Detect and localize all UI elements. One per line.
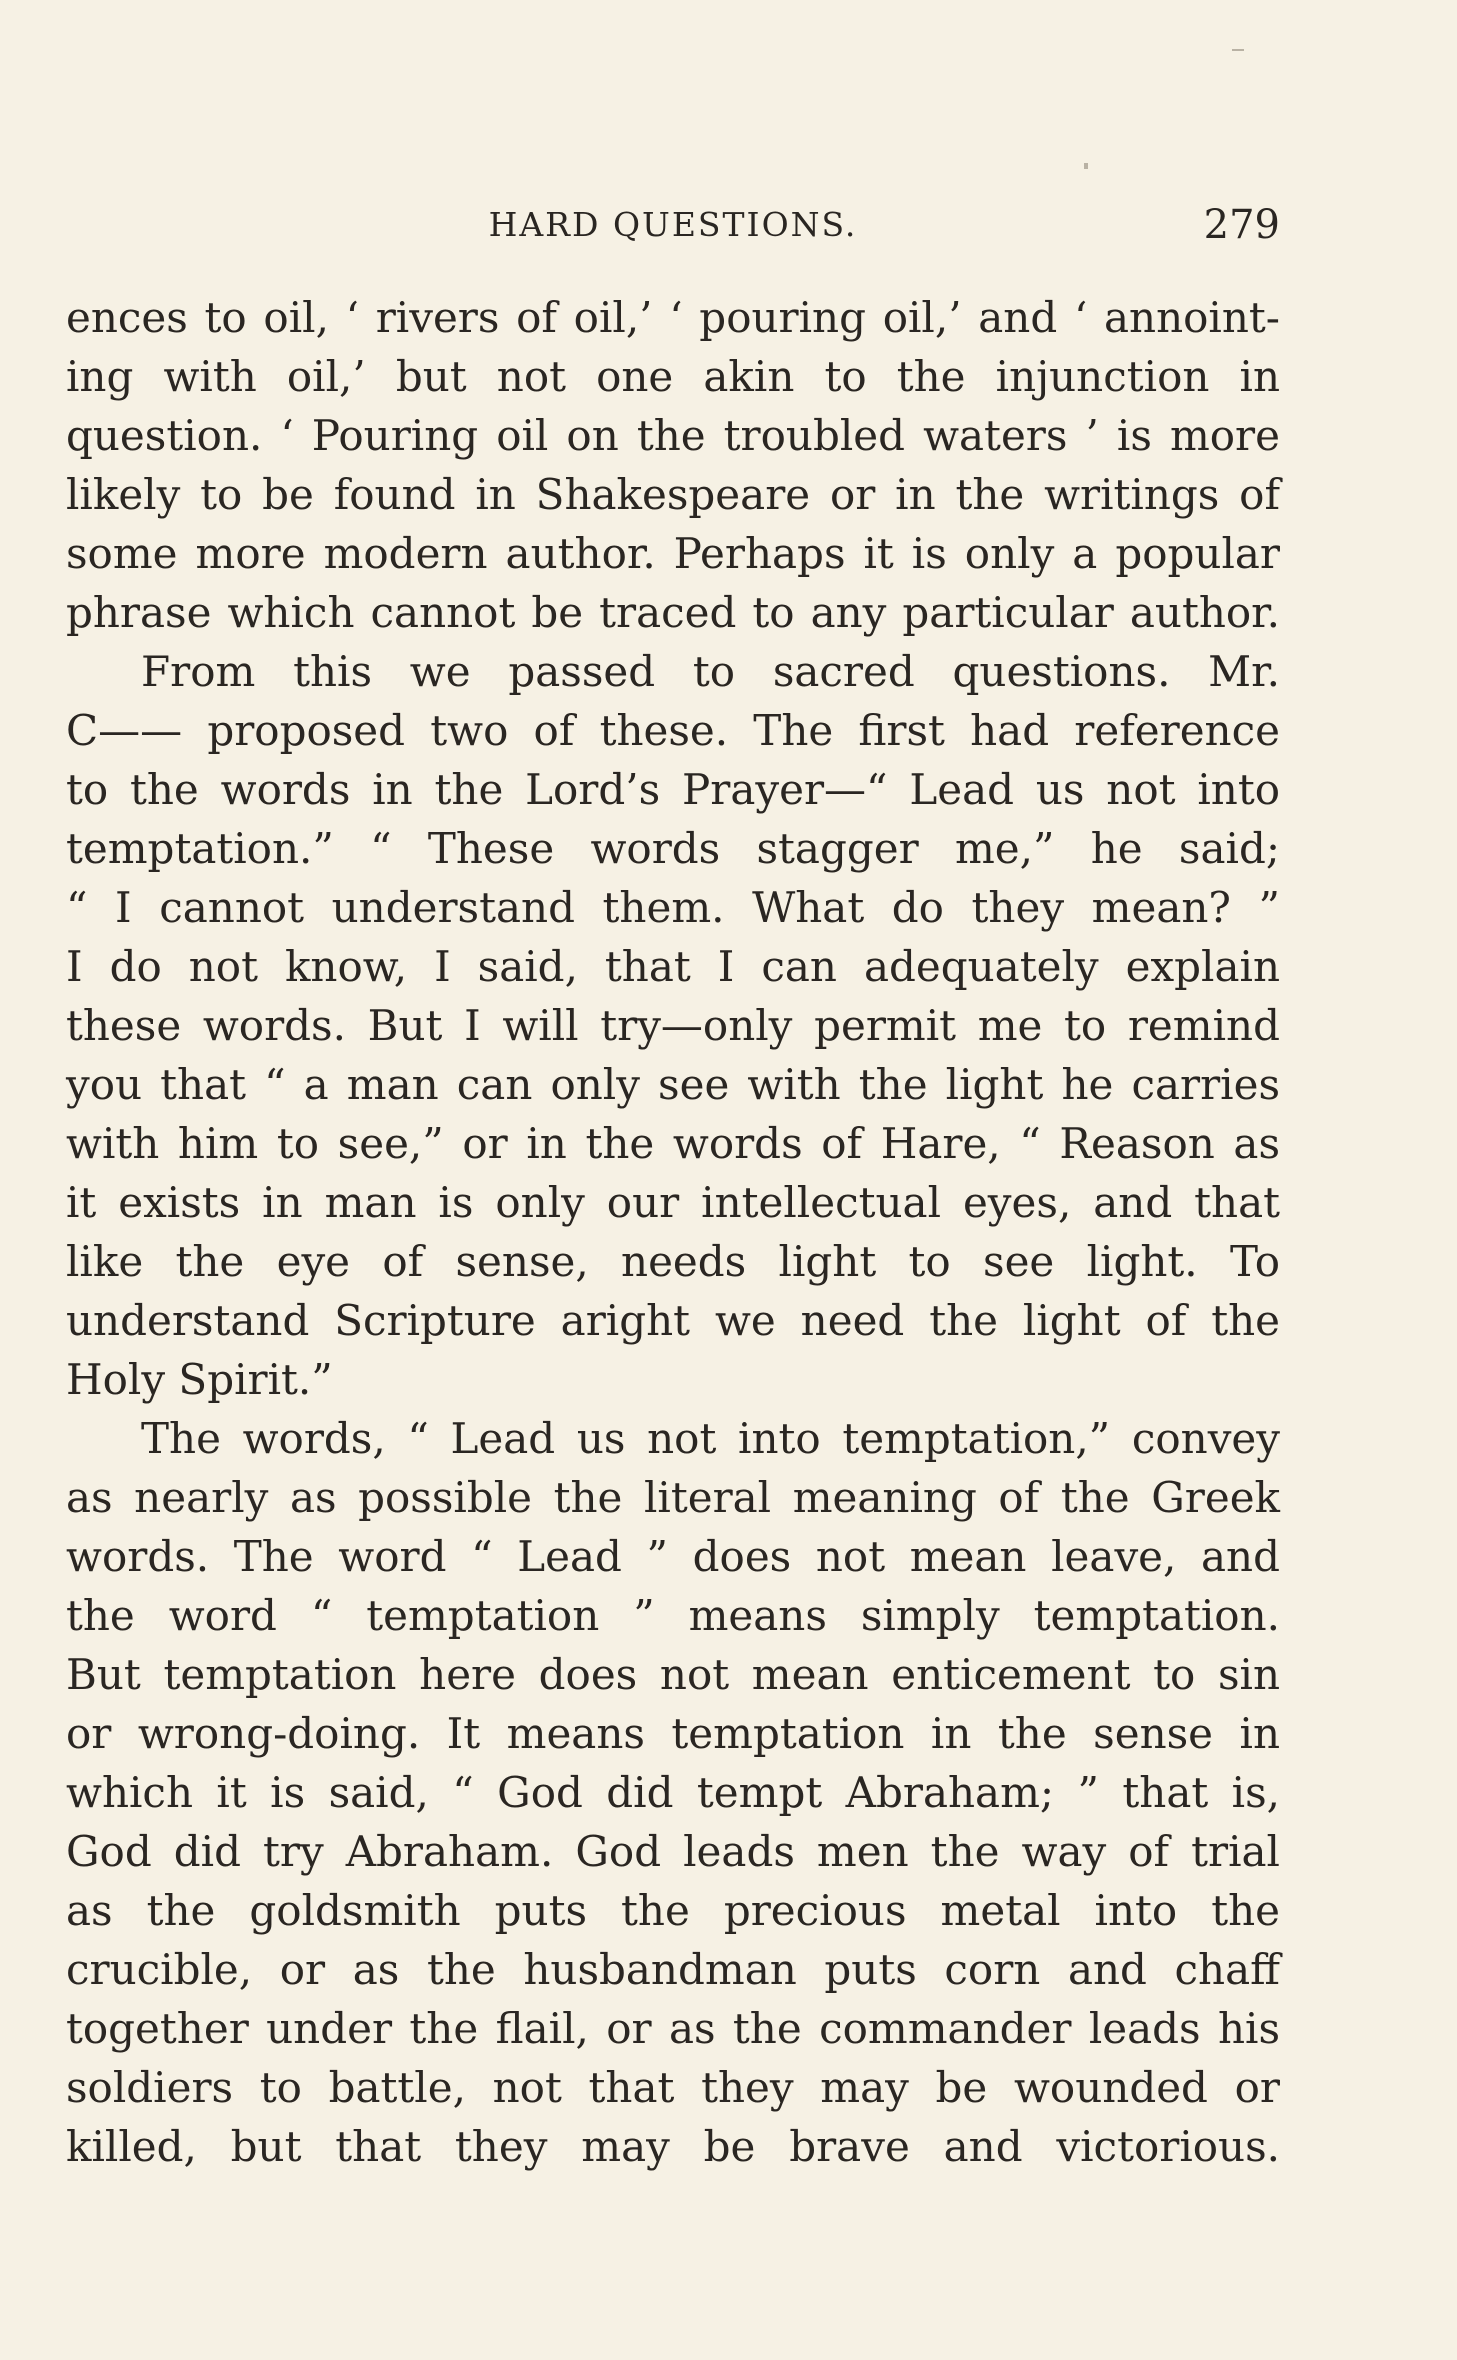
text-line: But temptation here does not mean enticement to sin — [66, 1650, 1280, 1699]
text-line: God did try Abraham. God leads men the way of trial — [66, 1827, 1280, 1876]
text-line: question. ‘ Pouring oil on the troubled waters ’ is more — [66, 411, 1280, 460]
text-line: you that “ a man can only see with the light he carries — [66, 1060, 1280, 1109]
text-line: likely to be found in Shakespeare or in the writings of — [66, 470, 1280, 519]
text-line: it exists in man is only our intellectual eyes, and that — [66, 1178, 1280, 1227]
text-line: crucible, or as the husbandman puts corn and chaff — [66, 1945, 1280, 1994]
text-line: like the eye of sense, needs light to see light. To — [66, 1237, 1280, 1286]
text-line: From this we passed to sacred questions. Mr. — [141, 647, 1280, 696]
text-line: ences to oil, ‘ rivers of oil,’ ‘ pouring oil,’ and ‘ annoint- — [66, 293, 1280, 342]
text-line: to the words in the Lord’s Prayer—“ Lead us not into — [66, 765, 1280, 814]
text-line: phrase which cannot be traced to any particular author. — [66, 588, 1280, 637]
text-line: soldiers to battle, not that they may be wounded or — [66, 2063, 1280, 2112]
running-title: HARD QUESTIONS. — [488, 205, 858, 244]
text-line: words. The word “ Lead ” does not mean leave, and — [66, 1532, 1280, 1581]
text-line: ing with oil,’ but not one akin to the injunction in — [66, 352, 1280, 401]
text-line: The words, “ Lead us not into temptation,” convey — [141, 1414, 1280, 1463]
page-number: 279 — [1203, 202, 1280, 248]
text-line: some more modern author. Perhaps it is only a popular — [66, 529, 1280, 578]
text-line: together under the flail, or as the commander leads his — [66, 2004, 1280, 2053]
text-line: killed, but that they may be brave and victorious. — [66, 2122, 1280, 2171]
running-head — [66, 200, 1280, 250]
text-line: which it is said, “ God did tempt Abraham; ” that is, — [66, 1768, 1280, 1817]
text-line: with him to see,” or in the words of Hare, “ Reason as — [66, 1119, 1280, 1168]
margin-mark — [1232, 49, 1244, 51]
body-text — [66, 288, 1280, 2176]
text-line: temptation.” “ These words stagger me,” he said; — [66, 824, 1280, 873]
margin-speck — [1084, 163, 1088, 169]
text-line: the word “ temptation ” means simply temptation. — [66, 1591, 1280, 1640]
text-line: or wrong-doing. It means temptation in the sense in — [66, 1709, 1280, 1758]
text-line: Holy Spirit.” — [66, 1355, 333, 1404]
text-line: C—— proposed two of these. The first had reference — [66, 706, 1280, 755]
text-line: “ I cannot understand them. What do they mean? ” — [66, 883, 1280, 932]
text-line: these words. But I will try—only permit me to remind — [66, 1001, 1280, 1050]
text-line: as the goldsmith puts the precious metal into the — [66, 1886, 1280, 1935]
text-line: I do not know, I said, that I can adequately explain — [66, 942, 1280, 991]
text-line: as nearly as possible the literal meaning of the Greek — [66, 1473, 1280, 1522]
text-line: understand Scripture aright we need the light of the — [66, 1296, 1280, 1345]
